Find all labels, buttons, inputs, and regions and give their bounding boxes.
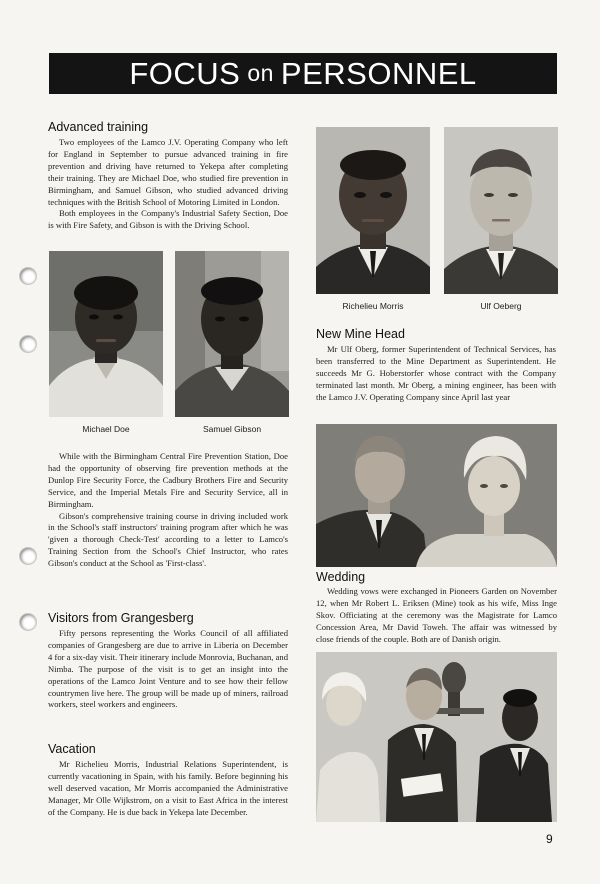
binder-hole (20, 268, 36, 284)
banner-word-on: on (247, 60, 274, 86)
binder-hole (20, 548, 36, 564)
caption-richelieu-morris: Richelieu Morris (342, 301, 404, 311)
advanced-training-para-1: Two employees of the Lamco J.V. Operating Company who left for England in September to pursue advanced training in fire prevention and driving have returned to Yekepa after completing their training. They are Michael Doe, who studied fire prevention in Birmingham, and Samuel Gibson, who studied advanced driving techniques with the British School of Motoring Limited in London. (48, 137, 288, 207)
visitors-body (48, 628, 288, 711)
photo-richelieu-morris (316, 127, 430, 294)
heading-wedding: Wedding (316, 570, 366, 584)
photo-wedding-couple (316, 424, 557, 567)
advanced-training-intro (48, 137, 288, 232)
advanced-training-continued (48, 451, 288, 570)
visitors-para: Fifty persons representing the Works Council of all affiliated companies of Grangesberg are due to arrive in Liberia on December 4 for a six-day visit. Their itinerary include Monrovia, Buchanan, and Nimba. The purpose of the visit is to get an insight into the operations of the Lamco Joint Venture and to see how their fellow countrymen live here. The group will be made up of miners, railroad workers, steel workers and engineers. (48, 628, 288, 710)
binder-hole (20, 614, 36, 630)
photo-wedding-ceremony (316, 652, 557, 822)
photo-ulf-oeberg (444, 127, 558, 294)
advanced-training-para-2: Both employees in the Company's Industrial Safety Section, Doe is with Fire Safety, and Gibson is with the Driving School. (48, 208, 288, 231)
wedding-body (316, 586, 557, 646)
banner-word-personnel: PERSONNEL (280, 55, 477, 91)
advanced-training-para-3: While with the Birmingham Central Fire Prevention Station, Doe had the opportunity of observing fire prevention methods at the Dunlop Fire Security Force, the Cadbury Brothers Fire and Security Service, and the Imperial Metals Fire and Security Service, all in Birmingham. (48, 451, 288, 509)
mine-head-para: Mr Ulf Oberg, former Superintendent of Technical Services, has been transferred to the Mine Department as Superintendent. He succeeds Mr G. Hoberstorfer whose contract with the Company terminated last month. Mr Oberg, a mining engineer, has been with the Lamco J.V. Operating Company since April last year (316, 344, 556, 402)
mine-head-body (316, 344, 556, 404)
caption-ulf-oeberg: Ulf Oeberg (480, 301, 522, 311)
heading-visitors: Visitors from Grangesberg (48, 611, 194, 625)
vacation-body (48, 759, 288, 819)
banner-word-focus: FOCUS (129, 55, 241, 91)
wedding-para: Wedding vows were exchanged in Pioneers Garden on November 12, when Mr Robert L. Eriksen (Mine) took as his wife, Miss Inge Skov. Officiating at the ceremony was the Magistrate for Lamco Concession Area, Mr David Toweh. The affair was witnessed by close friends of the couple. Both are of Danish origin. (316, 586, 557, 644)
vacation-para: Mr Richelieu Morris, Industrial Relations Superintendent, is currently vacationing in Spain, with his family. Before beginning his well deserved vacation, Mr Morris accompanied the Administrative Manager, Mr Olle Wijkstrom, on a visit to East Africa in the interest of the Company. He is due back in Yekepa late December. (48, 759, 288, 817)
caption-samuel-gibson: Samuel Gibson (202, 424, 262, 434)
page-title-banner (49, 53, 557, 94)
page-number: 9 (546, 832, 553, 846)
photo-michael-doe (49, 251, 163, 417)
caption-michael-doe: Michael Doe (82, 424, 130, 434)
binder-hole (20, 336, 36, 352)
heading-new-mine-head: New Mine Head (316, 327, 405, 341)
heading-advanced-training: Advanced training (48, 120, 149, 134)
heading-vacation: Vacation (48, 742, 96, 756)
advanced-training-para-4: Gibson's comprehensive training course in driving included work in the School's staff instructors' training program after which he was 'given a thorough Check-Test' according to a letter to Lamco's Training Section from the School's Chief Instructor, who rates Gibson's conduct at the School as 'First-class'. (48, 510, 288, 569)
photo-samuel-gibson (175, 251, 289, 417)
